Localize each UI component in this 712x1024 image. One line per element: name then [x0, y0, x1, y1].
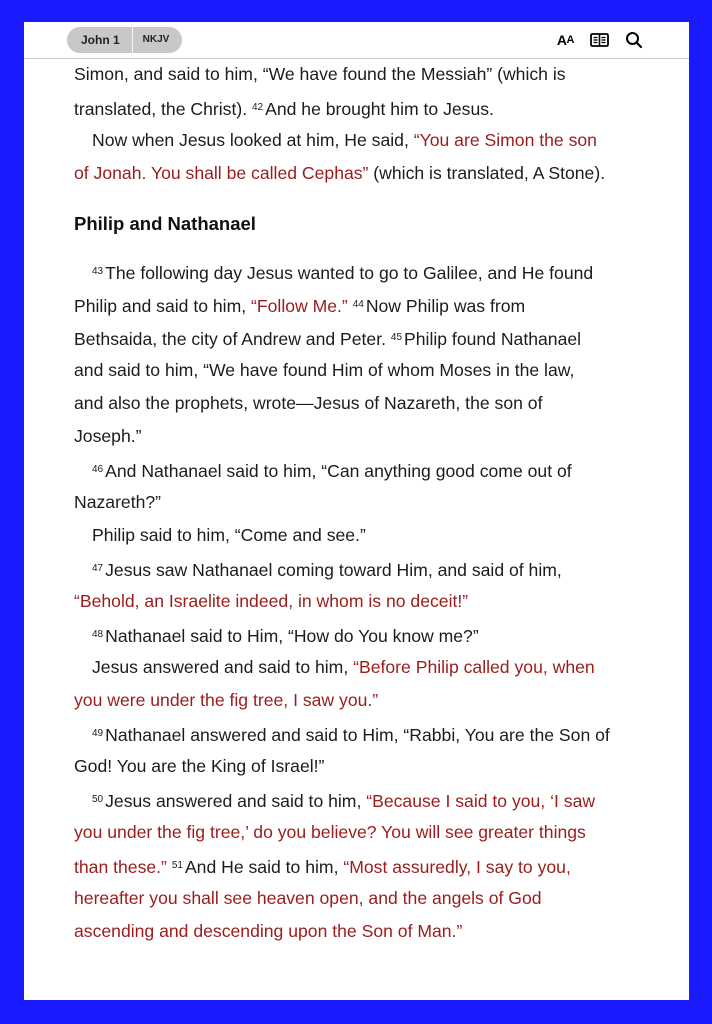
text-line [74, 157, 649, 190]
text-line [74, 783, 649, 816]
text-line [74, 717, 649, 750]
verse-number: 47 [92, 563, 104, 574]
text-line [74, 684, 649, 717]
words-of-christ: “Before Philip called you, when [353, 657, 595, 677]
verse-text: God! You are the King of Israel!” [74, 756, 325, 776]
book-chapter-button[interactable]: John 1 [81, 33, 120, 47]
text-line [74, 552, 649, 585]
words-of-christ: “Most assuredly, I say to you, [343, 857, 571, 877]
words-of-christ: you under the fig tree,’ do you believe? You will see greater things [74, 822, 586, 842]
text-line [74, 321, 649, 354]
words-of-christ: ascending and descending upon the Son of Man.” [74, 921, 463, 941]
verse-number: 49 [92, 728, 104, 739]
text-line [74, 124, 649, 157]
text-size-icon[interactable]: A A [556, 32, 574, 48]
verse-text: Jesus answered and said to him, [105, 791, 367, 811]
text-line [74, 354, 649, 387]
verse-text: Simon, and said to him, “We have found the Messiah” (which is [74, 64, 566, 84]
text-line [74, 882, 649, 915]
reader-toolbar [24, 22, 689, 59]
text-line [74, 519, 649, 552]
book-translation-selector [67, 27, 182, 53]
verse-text: Nazareth?” [74, 492, 162, 512]
verse-number: 48 [92, 629, 104, 640]
verse-text: Jesus answered and said to him, [92, 657, 354, 677]
verse-text: Philip and said to him, [74, 296, 252, 316]
verse-text: Bethsaida, the city of Andrew and Peter. [74, 329, 391, 349]
verse-text: And he brought him to Jesus. [265, 99, 494, 119]
verse-number: 43 [92, 266, 104, 277]
text-line [74, 387, 649, 420]
reader-view-icon[interactable] [590, 30, 609, 50]
text-line [74, 915, 649, 948]
verse-text: Philip found Nathanael [404, 329, 582, 349]
text-line [74, 585, 649, 618]
words-of-christ: hereafter you shall see heaven open, and the angels of God [74, 888, 542, 908]
text-line [74, 91, 649, 124]
section-heading: Philip and Nathanael [74, 213, 256, 234]
translation-button[interactable]: NKJV [142, 34, 170, 45]
text-line [74, 58, 649, 91]
verse-text: Joseph.” [74, 426, 142, 446]
text-line [74, 651, 649, 684]
text-line [74, 486, 649, 519]
words-of-christ: of Jonah. You shall be called Cephas” [74, 163, 369, 183]
verse-text: The following day Jesus wanted to go to Galilee, and He found [105, 263, 594, 283]
verse-text: (which is translated, A Stone). [368, 163, 606, 183]
search-icon[interactable] [625, 30, 643, 50]
verse-text: Philip said to him, “Come and see.” [92, 525, 366, 545]
verse-number: 45 [390, 332, 403, 343]
verse-number: 50 [92, 794, 104, 805]
text-line [74, 816, 649, 849]
scripture-text [74, 58, 649, 948]
verse-number: 51 [171, 860, 183, 871]
verse-text: And He said to him, [184, 857, 344, 877]
words-of-christ: than these.” [74, 857, 167, 877]
verse-text: Nathanael answered and said to Him, “Rabbi, You are the Son of [105, 725, 610, 745]
words-of-christ: “Behold, an Israelite indeed, in whom is no deceit!” [74, 591, 469, 611]
verse-number: 42 [251, 102, 264, 113]
verse-text: Nathanael said to Him, “How do You know me?” [105, 626, 479, 646]
words-of-christ: “Because I said to you, ‘I saw [366, 791, 596, 811]
verse-text: and also the prophets, wrote—Jesus of Nazareth, the son of [74, 393, 543, 413]
verse-text: translated, the Christ). [74, 99, 252, 119]
words-of-christ: you were under the fig tree, I saw you.” [74, 690, 379, 710]
text-line [74, 750, 649, 783]
verse-text: And Nathanael said to him, “Can anything good come out of [105, 461, 572, 481]
toolbar-actions [541, 30, 643, 50]
words-of-christ: “You are Simon the son [413, 130, 597, 150]
reader-window [24, 22, 689, 1000]
verse-text: and said to him, “We have found Him of whom Moses in the law, [74, 360, 575, 380]
verse-number: 46 [92, 464, 104, 475]
spacer [74, 246, 649, 255]
text-line [74, 618, 649, 651]
verse-text: Jesus saw Nathanael coming toward Him, and said of him, [105, 560, 562, 580]
verse-text: Now when Jesus looked at him, He said, [92, 130, 414, 150]
text-line [74, 849, 649, 882]
text-line [74, 453, 649, 486]
text-line [74, 255, 649, 288]
text-line [74, 420, 649, 453]
verse-number: 44 [352, 299, 364, 310]
verse-text: Now Philip was from [365, 296, 526, 316]
text-line [74, 288, 649, 321]
words-of-christ: “Follow Me.” [251, 296, 348, 316]
